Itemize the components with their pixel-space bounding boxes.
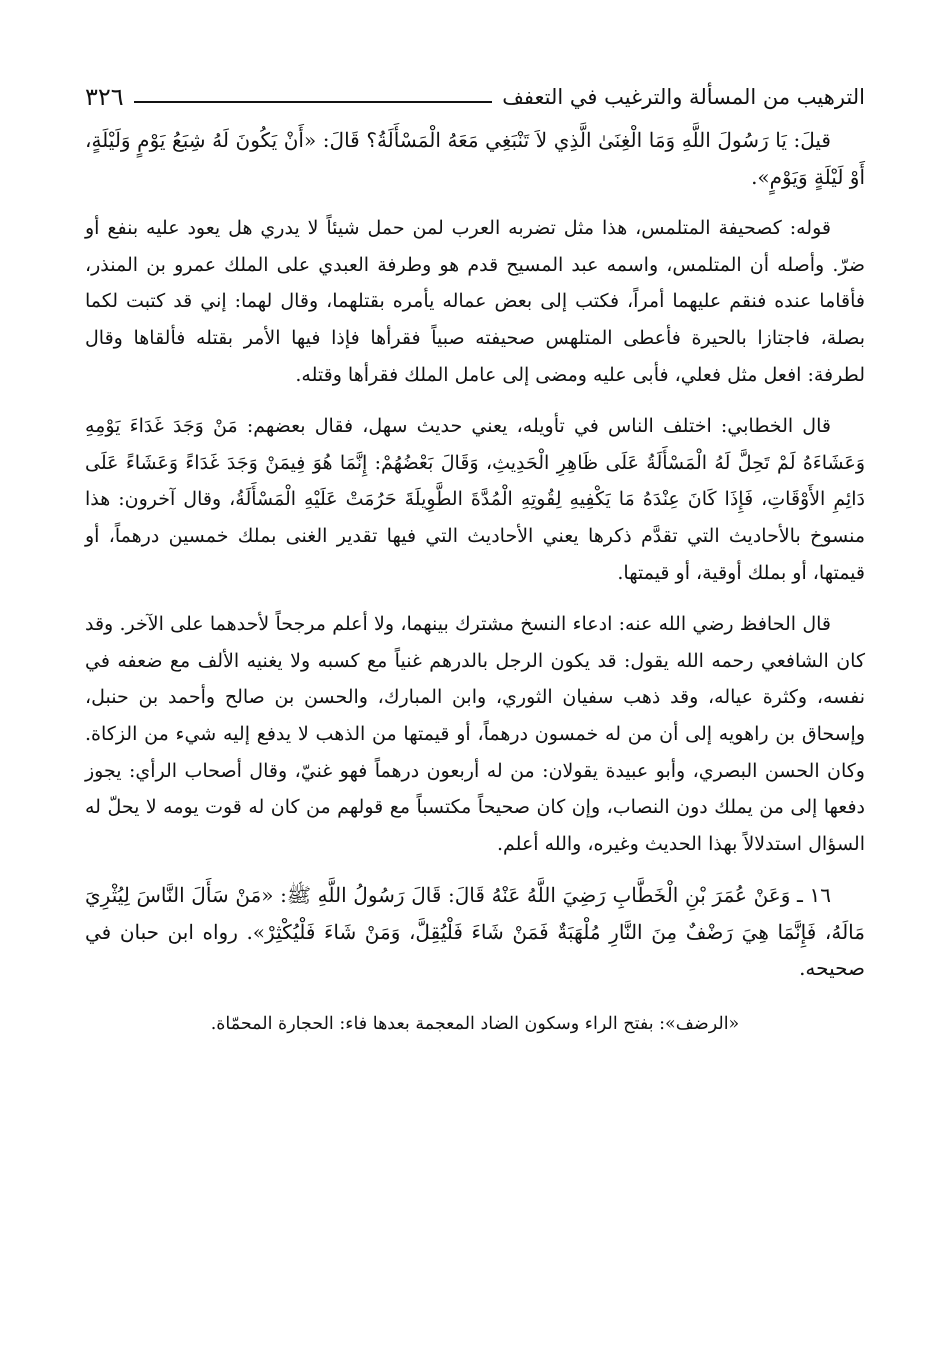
book-page xyxy=(85,78,865,1338)
page-body xyxy=(85,122,865,987)
page-number: ٣٢٦ xyxy=(85,83,124,111)
hadith-continuation: قيلَ: يَا رَسُولَ اللَّهِ وَمَا الْغِنَىٰ الَّذِي لاَ تَنْبَغِي مَعَهُ الْمَسْأَلَةُ؟ قَالَ: «أَنْ يَكُونَ لَهُ شِبَعُ يَوْمٍ وَلَيْلَةٍ، أَوْ لَيْلَةٍ وَيَوْمٍ». xyxy=(85,128,865,189)
chapter-title: الترهيب من المسألة والترغيب في التعفف xyxy=(502,85,865,109)
footnote: «الرضف»: بفتح الراء وسكون الضاد المعجمة بعدها فاء: الحجارة المحمّاة. xyxy=(210,1014,740,1035)
hadith-16: ١٦ ـ وَعَنْ عُمَرَ بْنِ الْخَطَّابِ رَضِيَ اللَّهُ عَنْهُ قَالَ: قَالَ رَسُولُ اللَّهِ ﷺ: «مَنْ سَأَلَ النَّاسَ لِيُثْرِيَ مَالَهُ، فَإِنَّمَا هِيَ رَضْفٌ مِنَ النَّارِ مُلْهَبَةٌ فَمَنْ شَاءَ فَلْيُقِلَّ، وَمَنْ شَاءَ فَلْيُكْثِرْ». رواه ابن حبان في صحيحه. xyxy=(85,883,865,981)
hafiz-paragraph: قال الحافظ رضي الله عنه: ادعاء النسخ مشترك بينهما، ولا أعلم مرجحاً لأحدهما على الآخر. وقد كان الشافعي رحمه الله يقول: قد يكون الرجل بالدرهم غنياً مع كسبه ولا يغنيه الألف مع ضعفه في نفسه، وكثرة عياله، وقد ذهب سفيان الثوري، وابن المبارك، والحسن بن صالح وأحمد بن حنبل، وإسحاق بن راهويه إلى أن من له خمسون درهماً، أو قيمتها من الذهب لا يدفع إليه شيء من الزكاة. وكان الحسن البصري، وأبو عبيدة يقولان: من له أربعون درهماً فهو غنيّ، وقال أصحاب الرأي: يجوز دفعها إلى من يملك دون النصاب، وإن كان صحيحاً مكتسباً مع قولهم من كان له قوت يومه لا يحلّ له السؤال استدلالاً بهذا الحديث وغيره، والله أعلم. xyxy=(85,613,865,855)
khattabi-paragraph: قال الخطابي: اختلف الناس في تأويله، يعني حديث سهل، فقال بعضهم: مَنْ وَجَدَ غَدَاءَ يَوْمِهِ وَعَشَاءَهُ لَمْ تَحِلَّ لَهُ الْمَسْأَلَةُ عَلَى ظَاهِرِ الْحَدِيثِ، وَقَالَ بَعْضُهُمْ: إِنَّمَا هُوَ فِيمَنْ وَجَدَ غَدَاءً وَعَشَاءً عَلَى دَائِمِ الأَوْقَاتِ، فَإِذَا كَانَ عِنْدَهُ مَا يَكْفِيهِ لِقُوتِهِ الْمُدَّةَ الطَّوِيلَةَ حَرُمَتْ عَلَيْهِ الْمَسْأَلَةُ، وقال آخرون: هذا منسوخ بالأحاديث التي تقدَّم ذكرها يعني الأحاديث التي فيها تقدير الغنى بملك خمسين درهماً، أو قيمتها، أو بملك أوقية، أو قيمتها. xyxy=(85,415,865,584)
commentary-paragraph: قوله: كصحيفة المتلمس، هذا مثل تضربه العرب لمن حمل شيئاً لا يدري هل يعود عليه بنفع أو ضرّ. وأصله أن المتلمس، واسمه عبد المسيح قدم هو وطرفة العبدي على الملك عمرو بن المنذر، فأقاما عنده فنقم عليهما أمراً، فكتب إلى بعض عماله يأمره بقتلهما، وقال لهما: إني قد كتبت لكما بصلة، فاجتازا بالحيرة فأعطى المتلهس صحيفته صبياً فقرأها فإذا فيها الأمر بقتله فألقاها وقال لطرفة: افعل مثل فعلي، فأبى عليه ومضى إلى عامل الملك فقرأها وقتله. xyxy=(85,217,865,386)
header-rule xyxy=(134,101,493,103)
running-header xyxy=(85,78,865,112)
